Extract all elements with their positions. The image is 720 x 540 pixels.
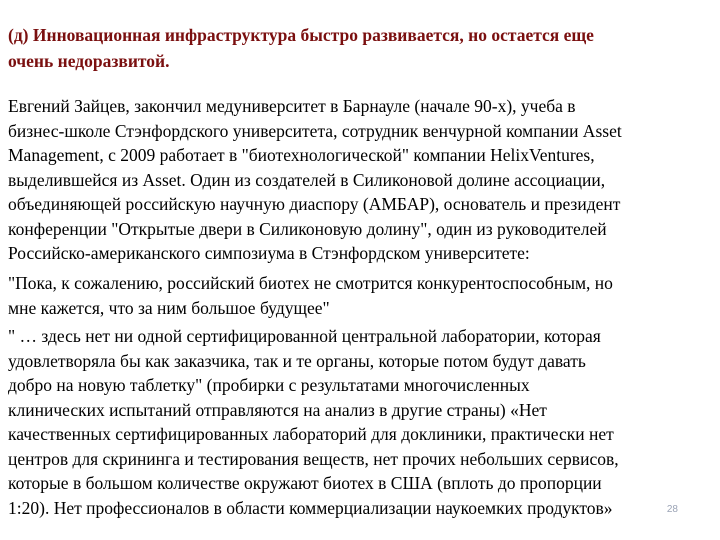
- text-line: Management, с 2009 работает в "биотехнологической" компании HelixVentures,: [8, 145, 595, 165]
- text-line: " … здесь нет ни одной сертифицированной центральной лаборатории, которая: [8, 326, 601, 346]
- text-line: мне кажется, что за ним большое будущее": [8, 297, 330, 318]
- text-line: удовлетворяла бы как заказчика, так и те органы, которые потом будут давать: [8, 350, 586, 371]
- text-line: центров для скрининга и тестирования веществ, нет прочих небольших сервисов,: [8, 448, 619, 469]
- text-line: клинических испытаний отправляются на анализ в другие страны) «Нет: [8, 399, 547, 420]
- text-line: бизнес-школе Стэнфордского университета, сотрудник венчурной компании Asset: [8, 120, 622, 141]
- text-line: выделившейся из Asset. Один из создателей в Силиконовой долине ассоциации,: [8, 169, 606, 190]
- text-line: Российско-американского симпозиума в Стэнфордском университете:: [8, 243, 530, 263]
- text-line: добро на новую таблетку" (пробирки с результатами многочисленных: [8, 375, 530, 395]
- quote-paragraph: [8, 271, 713, 320]
- text-line: которые в большом количестве окружают биотех в США (вплоть до пропорции: [8, 473, 602, 493]
- heading-line: очень недоразвитой.: [8, 51, 170, 71]
- text-line: конференции "Открытые двери в Силиконовую долину", один из руководителей: [8, 218, 607, 239]
- biography-paragraph: [8, 94, 713, 266]
- page-number: 28: [666, 504, 678, 515]
- text-line: Евгений Зайцев, закончил медуниверситет в Барнауле (начале 90-х), учеба в: [8, 96, 576, 116]
- heading-line: (д) Инновационная инфраструктура быстро развивается, но остается еще: [8, 25, 594, 45]
- text-line: "Пока, к сожалению, российский биотех не смотрится конкурентоспособным, но: [8, 273, 613, 293]
- slide-heading: [8, 22, 708, 74]
- labs-quote-paragraph: [8, 324, 713, 520]
- text-line: 1:20). Нет профессионалов в области коммерциализации наукоемких продуктов»: [8, 497, 613, 518]
- text-line: объединяющей российскую научную диаспору (АМБАР), основатель и президент: [8, 194, 621, 214]
- text-line: качественных сертифицированных лабораторий для доклиники, практически нет: [8, 424, 614, 444]
